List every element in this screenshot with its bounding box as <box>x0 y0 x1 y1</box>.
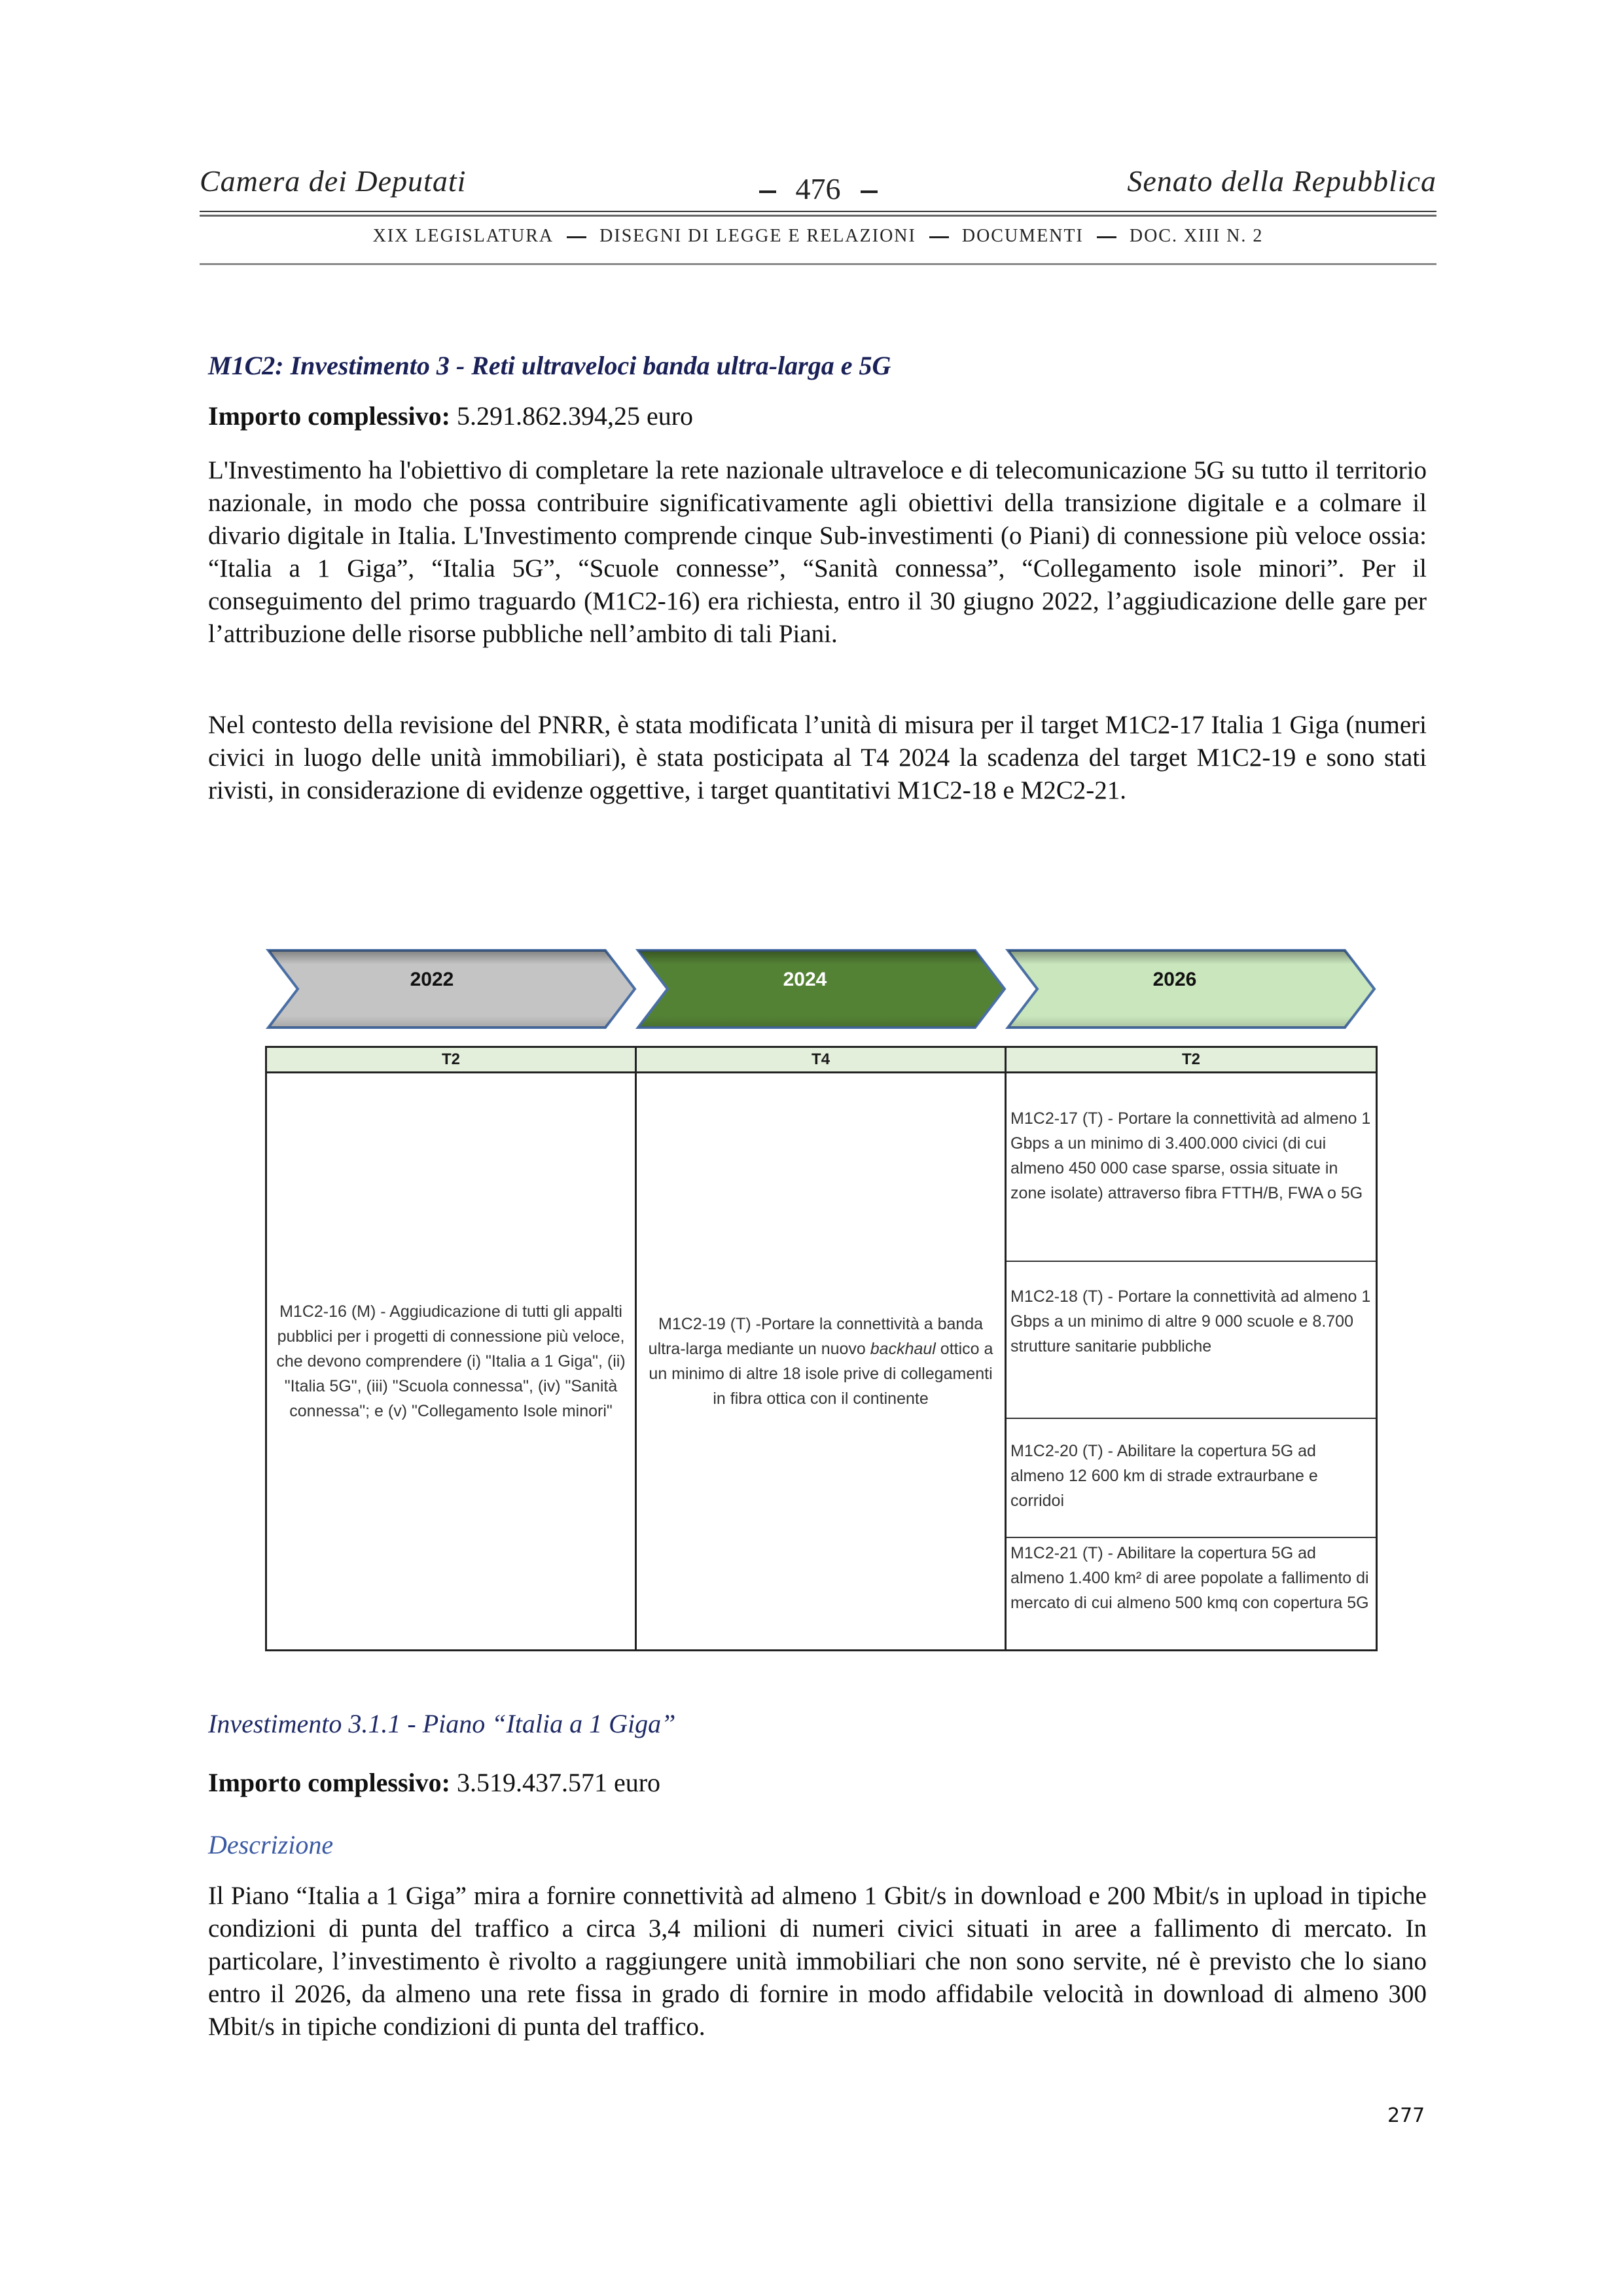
subsection-title: Investimento 3.1.1 - Piano “Italia a 1 Giga” <box>208 1709 676 1738</box>
quarter-2026: T2 <box>1006 1047 1377 1073</box>
header-rule <box>200 211 1436 212</box>
milestone-m1c2-20: M1C2-20 (T) - Abilitare la copertura 5G ad almeno 12 600 km di strade extraurbane e corridoi <box>1007 1419 1376 1538</box>
quarter-row <box>266 1047 1377 1073</box>
subsection-paragraph: Il Piano “Italia a 1 Giga” mira a fornire connettività ad almeno 1 Gbit/s in download e 200 Mbit/s in upload in tipiche condizioni di punta del traffico a circa 3,4 milioni di numeri civici situati in aree a fallimento di mercato. In particolare, l’investimento è rivolto a raggiungere unità immobiliari che non sono servite, né è previsto che lo siano entro il 2026, da almeno una rete fissa in grado di fornire in modo affidabile velocità in download di almeno 300 Mbit/s in tipiche condizioni di punta del traffico. <box>208 1882 1427 2041</box>
milestone-m1c2-16: M1C2-16 (M) - Aggiudicazione di tutti gli appalti pubblici per i progetti di connessione più veloce, che devono comprendere (i) "Italia a 1 Giga", (ii) "Italia 5G", (iii) "Scuola connessa", (iv) "Sanità connessa"; e (v) "Collegamento Isole minori" <box>276 1302 626 1420</box>
milestone-cell-2024 <box>636 1073 1006 1651</box>
milestone-m1c2-18: M1C2-18 (T) - Portare la connettività ad almeno 1 Gbps a un minimo di altre 9 000 scuole e 8.700 strutture sanitarie pubbliche <box>1007 1262 1376 1419</box>
phase-year-2026: 2026 <box>1152 969 1197 990</box>
description-label: Descrizione <box>208 1830 334 1859</box>
footer-page-number: 277 <box>1387 2104 1425 2127</box>
milestone-cell-2026 <box>1006 1073 1377 1651</box>
milestone-cell-2022 <box>266 1073 636 1651</box>
dash-right <box>861 190 878 193</box>
milestone-m1c2-19: M1C2-19 (T) -Portare la connettività a banda ultra-larga mediante un nuovo backhaul ottico a un minimo di altre 18 isole prive di collegamenti in fibra ottica con il continente <box>648 1315 993 1408</box>
milestone-row <box>266 1073 1377 1651</box>
subsection-amount: Importo complessivo: 3.519.437.571 euro <box>208 1768 661 1797</box>
section-paragraph-1: L'Investimento ha l'obiettivo di completare la rete nazionale ultraveloce e di telecomunicazione 5G su tutto il territorio nazionale, in modo che possa contribuire significativamente agli obiettivi della transizione digitale e a colmare il divario digitale in Italia. L'Investimento comprende cinque Sub-investimenti (o Piani) di connessione più veloce ossia: “Italia a 1 Giga”, “Italia 5G”, “Scuole connesse”, “Sanità connessa”, “Collegamento isole minori”. Per il conseguimento del primo traguardo (M1C2-16) era richiesta, entro il 30 giugno 2022, l’aggiudicazione delle gare per l’attribuzione delle risorse pubbliche nell’ambito di tali Piani. <box>208 456 1427 648</box>
header-rule <box>200 215 1436 217</box>
dash-left <box>759 190 776 193</box>
timeline-figure <box>262 936 1381 1630</box>
phase-year-2022: 2022 <box>410 969 454 990</box>
header-legislature-line: XIX LEGISLATURA DISEGNI DI LEGGE E RELAZIONI DOCUMENTI DOC. XIII N. 2 <box>372 226 1264 246</box>
quarter-2024: T4 <box>636 1047 1006 1073</box>
header-senate: Senato della Repubblica <box>1127 164 1436 198</box>
section-amount: Importo complessivo: 5.291.862.394,25 euro <box>208 401 694 431</box>
header-page-number: 476 <box>200 171 1436 206</box>
quarter-2022: T2 <box>266 1047 636 1073</box>
phase-year-2024: 2024 <box>783 969 827 990</box>
header-chamber: Camera dei Deputati <box>200 164 467 198</box>
section-title: M1C2: Investimento 3 - Reti ultraveloci banda ultra-larga e 5G <box>208 351 891 380</box>
section-paragraph-2: Nel contesto della revisione del PNRR, è stata modificata l’unità di misura per il target M1C2-17 Italia 1 Giga (numeri civici in luogo delle unità immobiliari), è stata posticipata al T4 2024 la scadenza del target M1C2-19 e sono stati rivisti, in considerazione di evidenze oggettive, i target quantitativi M1C2-18 e M2C2-21. <box>208 711 1427 804</box>
milestone-m1c2-21: M1C2-21 (T) - Abilitare la copertura 5G ad almeno 1.400 km² di aree popolate a fallimento di mercato di cui almeno 500 kmq con copertura 5G <box>1010 1544 1369 1612</box>
milestones-table <box>265 1046 1378 1651</box>
milestone-m1c2-17: M1C2-17 (T) - Portare la connettività ad almeno 1 Gbps a un minimo di 3.400.000 civici (di cui almeno 450 000 case sparse, ossia situate in zone isolate) attraverso fibra FTTH/B, FWA o 5G <box>1007 1073 1376 1262</box>
header-rule-bottom <box>200 263 1436 265</box>
running-header <box>200 164 1436 209</box>
